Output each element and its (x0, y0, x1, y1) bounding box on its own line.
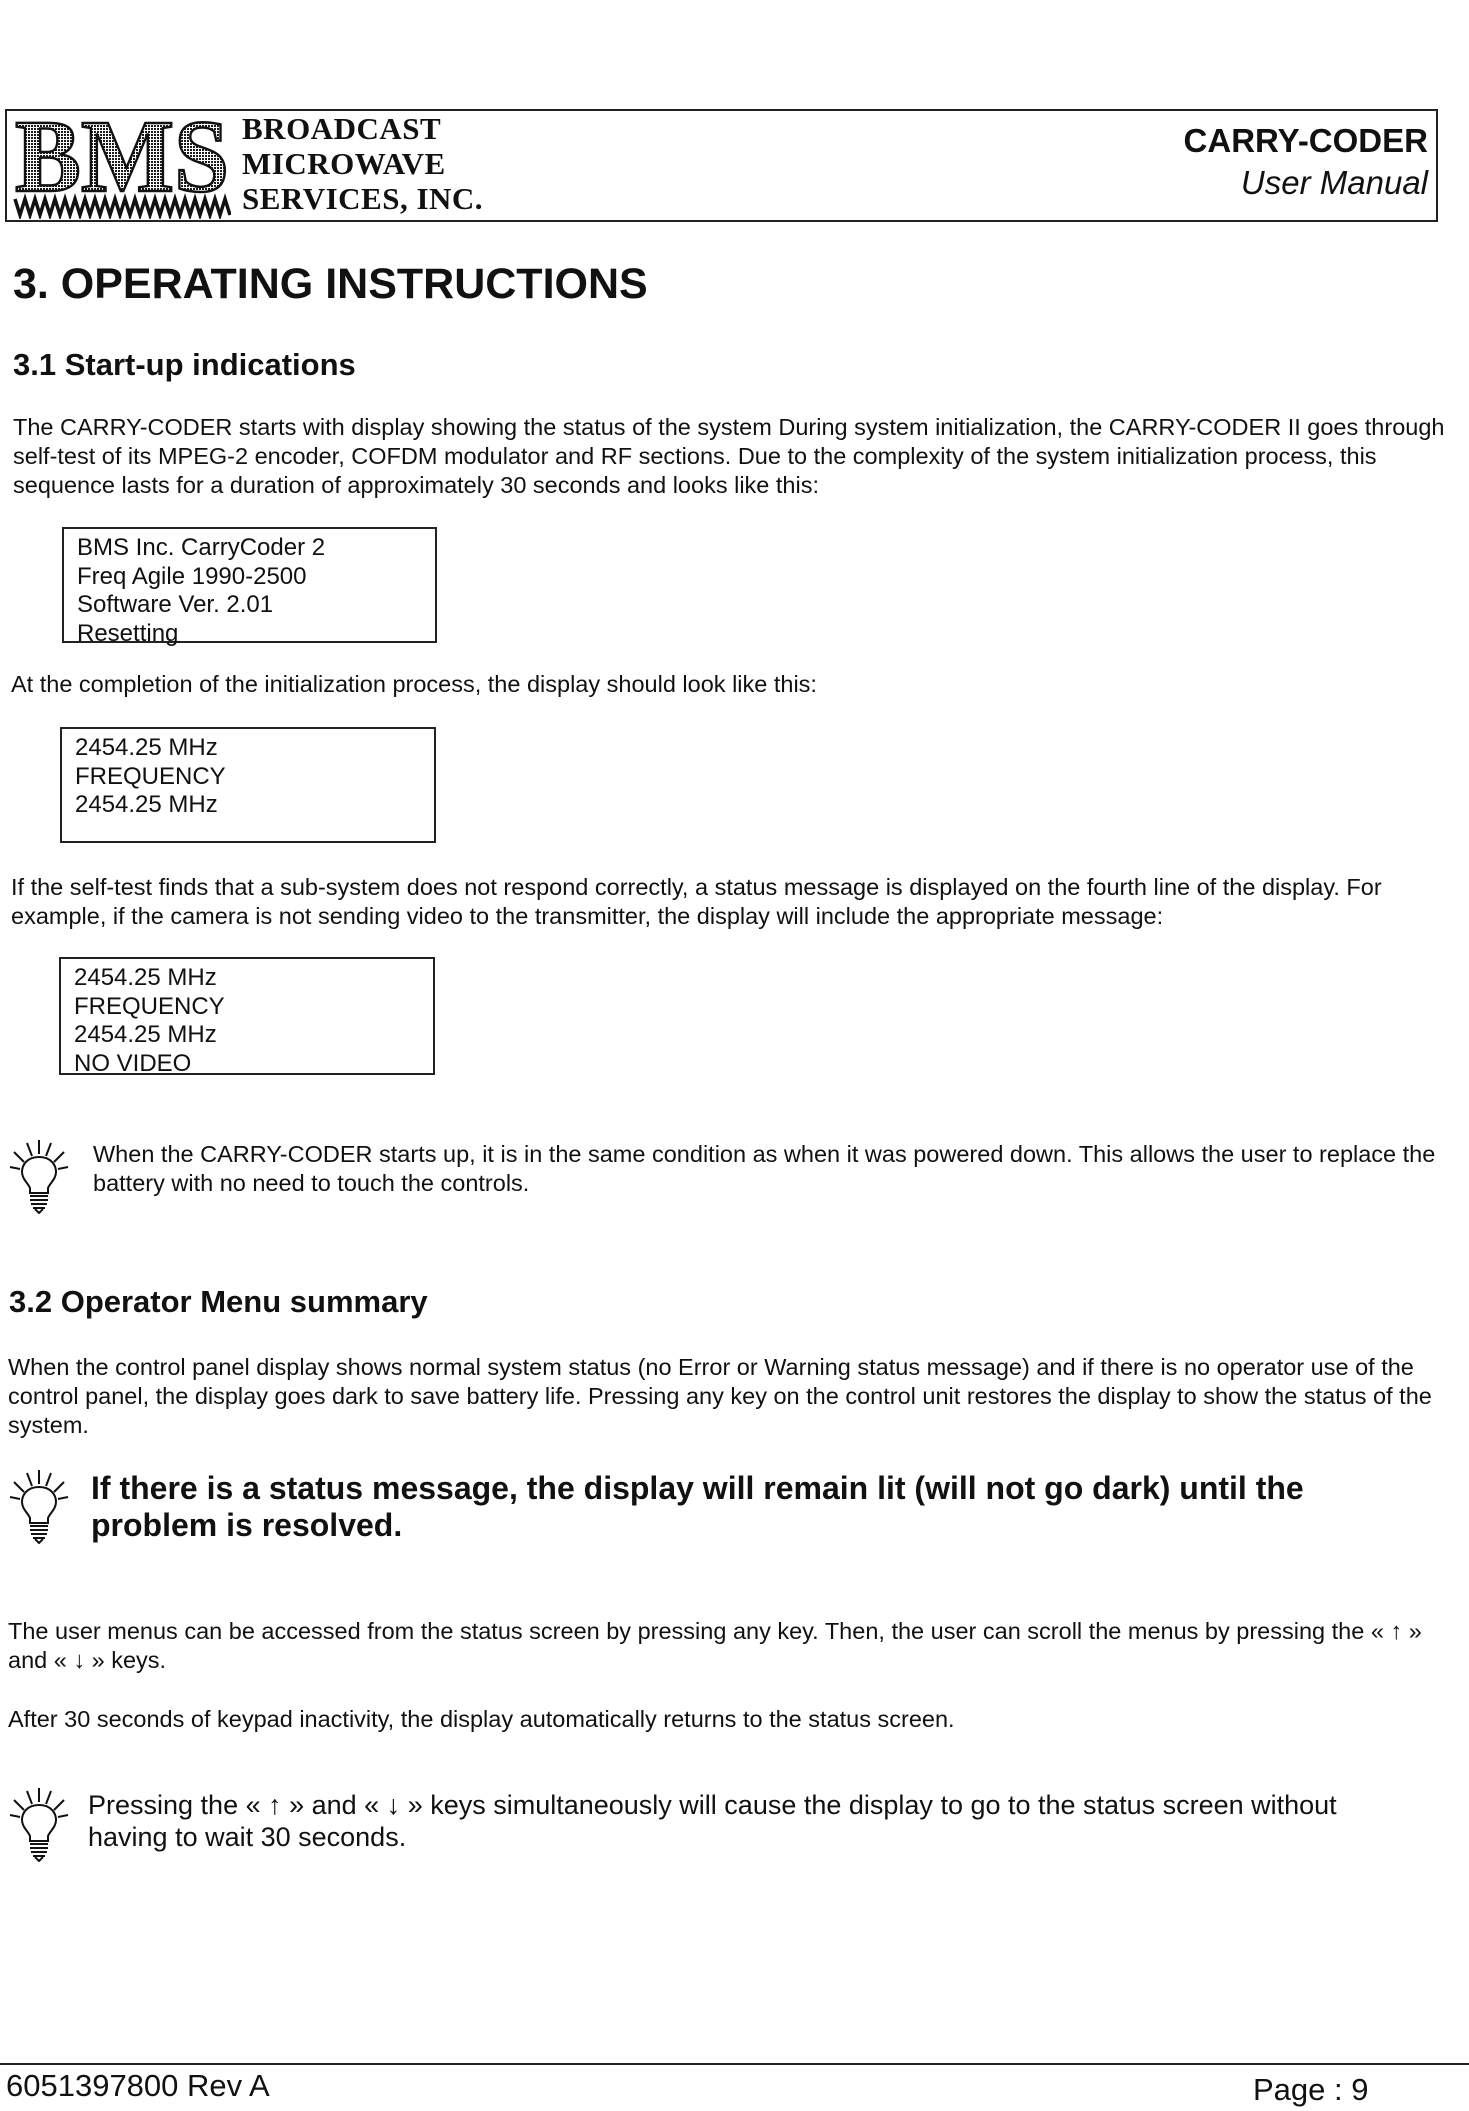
section-title-3-1: 3.1 Start-up indications (13, 347, 356, 382)
simultaneous-keys-note: Pressing the « ↑ » and « ↓ » keys simultaneously will cause the display to go to the status screen without having to wait 30 seconds. (88, 1790, 1337, 1852)
company-line-3: SERVICES, INC. (242, 181, 484, 216)
lightbulb-icon (8, 1138, 70, 1214)
lcd-line: BMS Inc. CarryCoder 2 (77, 534, 326, 561)
lightbulb-icon (8, 1786, 70, 1862)
startup-intro-paragraph: The CARRY-CODER starts with display showing the status of the system During system initialization, the CARRY-CODER II goes through self-test of its MPEG-2 encoder, COFDM modulator and RF sections. Due to the complexity of the system initialization process, this sequence lasts for a duration of approximately 30 seconds and looks like this: (13, 414, 1445, 498)
chapter-title: 3. OPERATING INSTRUCTIONS (13, 260, 648, 308)
lcd-line: 2454.25 MHz (75, 791, 218, 818)
company-name (242, 111, 483, 216)
lcd-line: NO VIDEO (74, 1049, 192, 1077)
lcd-line: FREQUENCY (74, 992, 225, 1020)
footer-rule (0, 2063, 1469, 2065)
bms-logo (13, 113, 231, 219)
lcd-line: 2454.25 MHz (75, 734, 218, 761)
manual-label: User Manual (1240, 164, 1428, 201)
page-header (5, 109, 1438, 222)
lcd-line: Resetting (77, 619, 179, 647)
bms-logo-text: BMS (15, 113, 229, 214)
document-number: 6051397800 Rev A (6, 2068, 270, 2103)
lcd-line: FREQUENCY (75, 762, 226, 790)
menus-access-paragraph: The user menus can be accessed from the status screen by pressing any key. Then, the user can scroll the menus by pressing the « ↑ » and « ↓ » keys. (8, 1618, 1422, 1673)
company-line-2: MICROWAVE (242, 146, 446, 181)
section-title-3-2: 3.2 Operator Menu summary (9, 1284, 428, 1319)
timeout-paragraph: After 30 seconds of keypad inactivity, the display automatically returns to the status screen. (8, 1706, 955, 1732)
lcd-line: 2454.25 MHz (74, 1021, 217, 1048)
lcd-display-normal (60, 727, 436, 843)
lcd-display-error (59, 957, 435, 1075)
completion-paragraph: At the completion of the initialization process, the display should look like this: (11, 671, 817, 697)
selftest-paragraph: If the self-test finds that a sub-system does not respond correctly, a status message is displayed on the fourth line of the display. For example, if the camera is not sending video to the transmitter, the display will include the appropriate message: (11, 874, 1382, 929)
company-line-1: BROADCAST (242, 111, 442, 146)
lcd-line: 2454.25 MHz (74, 964, 217, 991)
page-number: Page : 9 (1253, 2072, 1369, 2107)
status-message-note: If there is a status message, the display will remain lit (will not go dark) until the problem is resolved. (91, 1470, 1304, 1543)
lcd-line: Software Ver. 2.01 (77, 591, 274, 618)
lcd-display-startup (62, 527, 437, 647)
startup-note: When the CARRY-CODER starts up, it is in the same condition as when it was powered down. This allows the user to replace the battery with no need to touch the controls. (93, 1141, 1436, 1196)
lightbulb-icon (8, 1468, 70, 1544)
document-title (1184, 121, 1428, 205)
lcd-line: Freq Agile 1990-2500 (77, 562, 307, 590)
product-name: CARRY-CODER (1183, 122, 1428, 159)
menu-intro-paragraph: When the control panel display shows normal system status (no Error or Warning status message) and if there is no operator use of the control panel, the display goes dark to save battery life. Pressing any key on the control unit restores the display to show the status of the system. (8, 1354, 1432, 1438)
